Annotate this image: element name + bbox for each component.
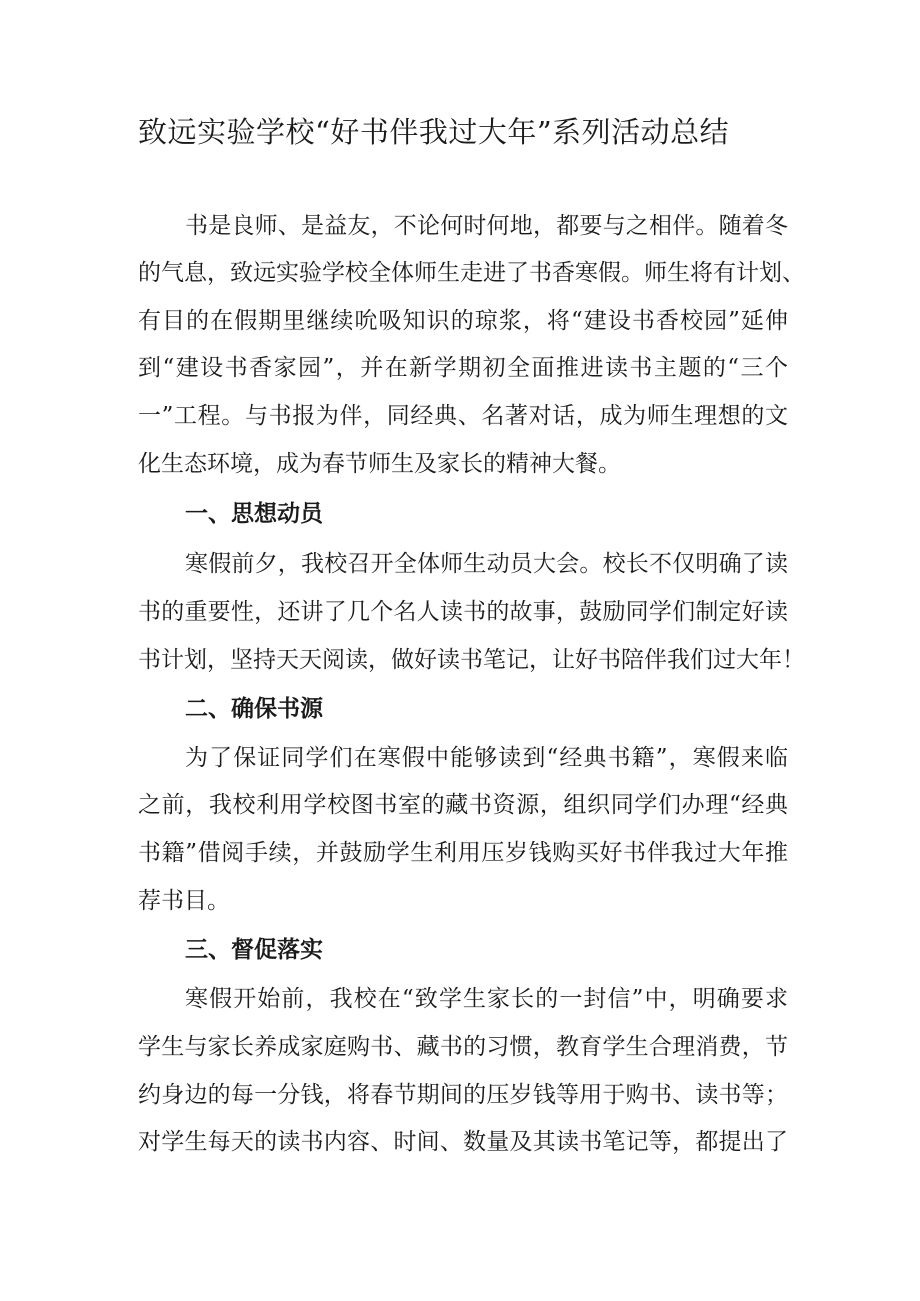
paragraph-line: 之前，我校利用学校图书室的藏书资源，组织同学们办理“经典 (138, 792, 788, 818)
paragraph-line: 寒假开始前，我校在“致学生家长的一封信”中，明确要求 (185, 986, 788, 1012)
paragraph-line: 有目的在假期里继续吮吸知识的琼浆，将“建设书香校园”延伸 (138, 308, 788, 334)
section-heading: 二、确保书源 (185, 696, 323, 722)
paragraph-line: 书是良师、是益友，不论何时何地，都要与之相伴。随着冬 (185, 213, 788, 239)
paragraph-line: 荐书目。 (138, 888, 230, 914)
paragraph-line: 到“建设书香家园”，并在新学期初全面推进读书主题的“三个 (138, 355, 788, 381)
document-title: 致远实验学校“好书伴我过大年”系列活动总结 (138, 115, 730, 149)
paragraph-line: 书的重要性，还讲了几个名人读书的故事，鼓励同学们制定好读 (138, 599, 788, 625)
paragraph-line: 一”工程。与书报为伴，同经典、名著对话，成为师生理想的文 (138, 403, 788, 429)
paragraph-line: 对学生每天的读书内容、时间、数量及其读书笔记等，都提出了 (138, 1129, 788, 1155)
paragraph-line: 书籍”借阅手续，并鼓励学生利用压岁钱购买好书伴我过大年推 (138, 840, 788, 866)
paragraph-line: 为了保证同学们在寒假中能够读到“经典书籍”，寒假来临 (185, 745, 788, 771)
paragraph-line: 寒假前夕，我校召开全体师生动员大会。校长不仅明确了读 (185, 551, 788, 577)
paragraph-line: 学生与家长养成家庭购书、藏书的习惯，教育学生合理消费，节 (138, 1034, 788, 1060)
section-heading: 三、督促落实 (185, 937, 323, 963)
section-heading: 一、思想动员 (185, 501, 323, 527)
paragraph-line: 约身边的每一分钱，将春节期间的压岁钱等用于购书、读书等； (138, 1082, 788, 1108)
paragraph-line: 书计划，坚持天天阅读，做好读书笔记，让好书陪伴我们过大年！ (138, 647, 805, 673)
paragraph-line: 化生态环境，成为春节师生及家长的精神大餐。 (138, 451, 621, 477)
paragraph-line: 的气息，致远实验学校全体师生走进了书香寒假。师生将有计划、 (138, 260, 805, 286)
